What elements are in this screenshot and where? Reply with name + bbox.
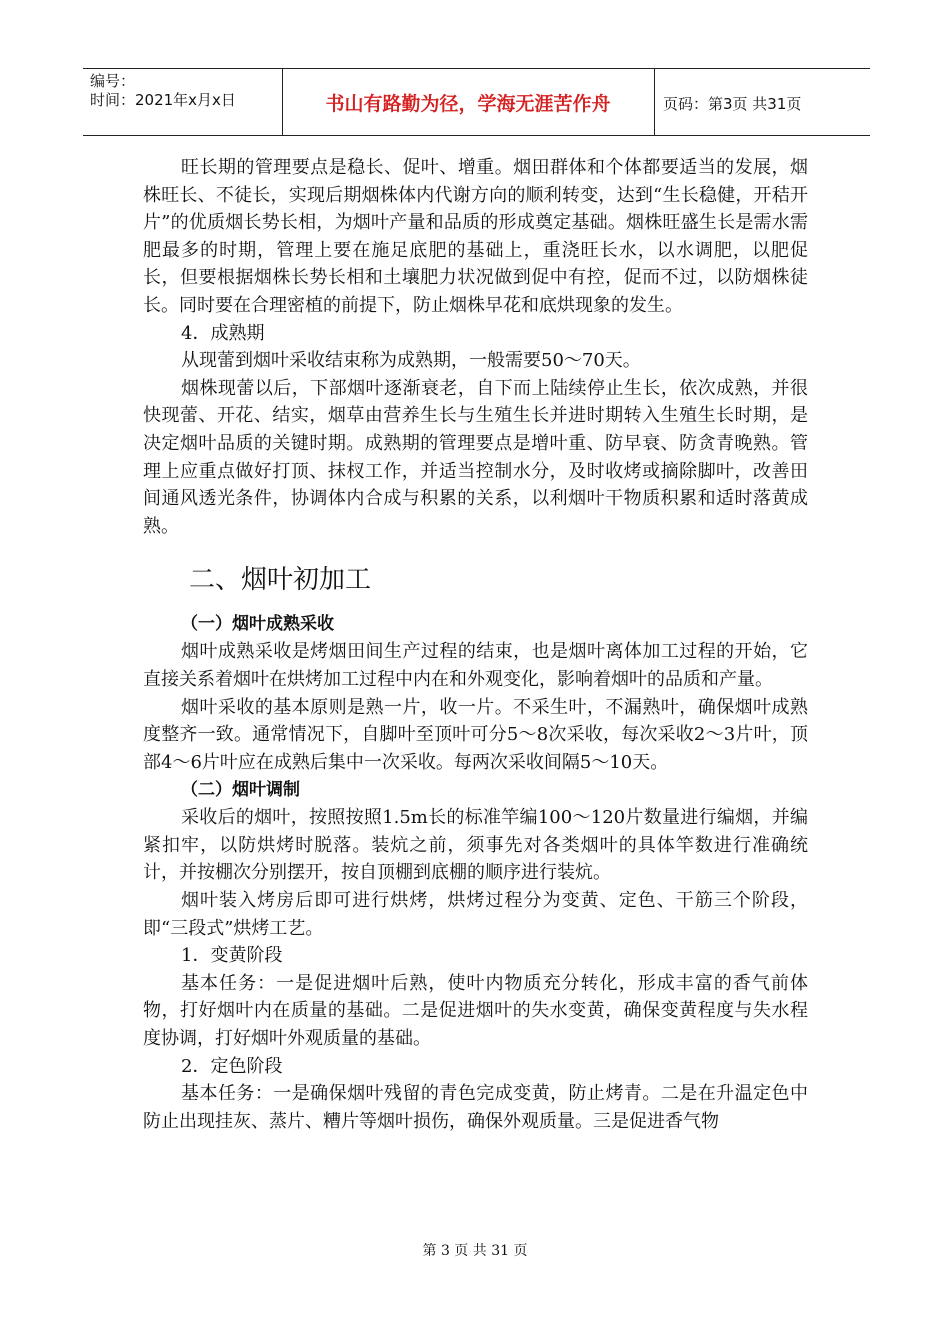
header-page-info: 页码：第3页 共31页 (663, 95, 802, 113)
header-left-block (90, 72, 236, 110)
paragraph: 采收后的烟叶，按照按照1.5m长的标准竿编100～120片数量进行编烟，并编紧扣牢，以防烘烤时脱落。装炕之前，须事先对各类烟叶的具体竿数进行准确统计，并按棚次分别摆开，按自顶棚到底棚的顺序进行装炕。 (143, 807, 808, 884)
paragraph: 烟叶装入烤房后即可进行烘烤，烘烤过程分为变黄、定色、干筋三个阶段，即“三段式”烘烤工艺。 (143, 890, 808, 939)
header-number-label: 编号： (90, 72, 136, 90)
paragraph: 烟叶采收的基本原则是熟一片，收一片。不采生叶，不漏熟叶，确保烟叶成熟度整齐一致。通常情况下，自脚叶至顶叶可分5～8次采收，每次采收2～3片叶，顶部4～6片叶应在成熟后集中一次采收。每两次采收间隔5～10天。 (143, 696, 808, 773)
list-item-heading: 2．定色阶段 (181, 1055, 283, 1077)
subsection-heading: （二）烟叶调制 (181, 780, 300, 801)
header-motto: 书山有路勤为径，学海无涯苦作舟 (325, 92, 611, 115)
document-body (143, 154, 808, 1135)
list-item-heading: 4．成熟期 (181, 322, 265, 344)
page-footer: 第 3 页 共 31 页 (422, 1243, 528, 1259)
section-heading: 二、烟叶初加工 (189, 565, 372, 596)
paragraph: 烟株现蕾以后，下部烟叶逐渐衰老，自下而上陆续停止生长，依次成熟，并很快现蕾、开花、结实，烟草由营养生长与生殖生长并进时期转入生殖生长时期，是决定烟叶品质的关键时期。成熟期的管理要点是增叶重、防早衰、防贪青晚熟。管理上应重点做好打顶、抹杈工作，并适当控制水分，及时收烤或摘除脚叶，改善田间通风透光条件，协调体内合成与积累的关系，以利烟叶干物质积累和适时落黄成熟。 (143, 377, 808, 537)
list-item-heading: 1．变黄阶段 (181, 945, 283, 967)
paragraph: 基本任务：一是确保烟叶残留的青色完成变黄，防止烤青。二是在升温定色中防止出现挂灰、蒸片、糟片等烟叶损伤，确保外观质量。三是促进香气物 (143, 1083, 808, 1132)
paragraph: 烟叶成熟采收是烤烟田间生产过程的结束，也是烟叶离体加工过程的开始，它直接关系着烟叶在烘烤加工过程中内在和外观变化，影响着烟叶的品质和产量。 (143, 641, 808, 690)
paragraph: 从现蕾到烟叶采收结束称为成熟期，一般需要50～70天。 (181, 350, 641, 372)
subsection-heading: （一）烟叶成熟采收 (181, 614, 334, 635)
header-date-label: 时间：2021年x月x日 (90, 91, 236, 109)
header-divider-right (654, 68, 655, 136)
paragraph: 旺长期的管理要点是稳长、促叶、增重。烟田群体和个体都要适当的发展，烟株旺长、不徒长，实现后期烟株体内代谢方向的顺利转变，达到“生长稳健，开秸开片”的优质烟长势长相，为烟叶产量和品质的形成奠定基础。烟株旺盛生长是需水需肥最多的时期，管理上要在施足底肥的基础上，重浇旺长水，以水调肥，以肥促长，但要根据烟株长势长相和土壤肥力状况做到促中有控，促而不过，以防烟株徒长。同时要在合理密植的前提下，防止烟株早花和底烘现象的发生。 (143, 157, 808, 316)
paragraph: 基本任务：一是促进烟叶后熟，使叶内物质充分转化，形成丰富的香气前体物，打好烟叶内在质量的基础。二是促进烟叶的失水变黄，确保变黄程度与失水程度协调，打好烟叶外观质量的基础。 (143, 972, 808, 1050)
